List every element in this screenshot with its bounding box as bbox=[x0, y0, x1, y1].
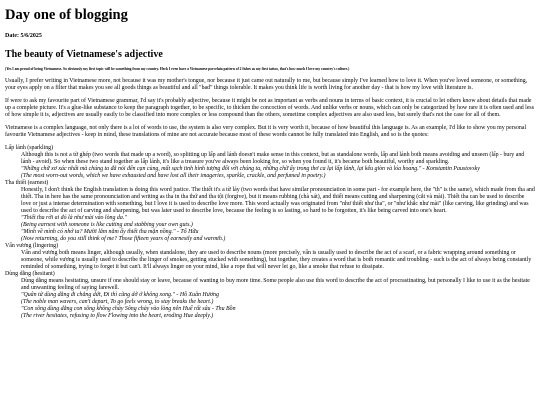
paragraph-intro: Usually, I prefer writing in Vietnamese more, not because it was my mother's tongue, nor because it just came out naturally to me, but because simply I've learned how to love it. When you've loved someone, or something, your eyes apply on a filter that makes you see all goods things as beautiful and all "bad" things tolerable. It makes you think life is worth living for another day - that is how my love with literature is. bbox=[5, 78, 528, 91]
post-date: Date: 5/6/2025 bbox=[5, 33, 42, 39]
word-entry-van-vuong bbox=[5, 243, 535, 271]
word-entry-lap-lanh bbox=[5, 145, 535, 180]
word-term: Tha thiết (earnest) bbox=[5, 180, 49, 186]
word-definition bbox=[21, 278, 535, 320]
word-definition bbox=[21, 187, 535, 243]
quote-vietnamese: "Những chữ xơ xác nhất mà chúng ta đã nói đến cạn cùng, mất sạch tinh hình tượng đối với chúng ta, những chữ ấy trong thơ ca lại lấp lánh, lại kêu giòn và lóa hoang." - Konstantin Paustovsky bbox=[21, 166, 480, 172]
quote-translation: (The most worn-out words, which we have exhausted and have lost all their imageries, sparkle, crackle, and perfumed in poetry.) bbox=[21, 173, 326, 179]
post-subtitle: The beauty of Vietnamese's adjective bbox=[5, 49, 163, 60]
quote-vietnamese: "Thiết tha rời ai đó là như mài vào lòng da." bbox=[21, 215, 127, 221]
word-term: Vấn vương (lingering) bbox=[5, 243, 59, 249]
paragraph-adjectives: If were to ask my favourite part of Vietnamese grammar, I'd say it's probably adjective, because it might be not as important as verbs and nouns in terms of basic context, it is crucial to let others know about details that made up a complete picture. It's a glue-like substance to keep the paragraph together, to be specific, to thicken the concoction of words. And unlike verbs or nouns, which can only be categorized by how rare it is often used and less of how simple it is, adjectives are usually easily to be classified into more complex or less compound than the others, sometime complex adjectives are also used less, but surely that's not the case for all of them. bbox=[5, 98, 535, 118]
quote-vietnamese: "Quân tử dùng dằng đi chẳng dứt, Đi thì cũng dở ở không xong." - Hồ Xuân Hương bbox=[21, 292, 219, 298]
paragraph-language: Vietnamese is a complex language, not only there is a lot of words to use, the system is also very complex. But it is very worth it, because of how beautiful this language is. As an example, I'd like to show you my personal favourite Vietnamese adjectives - keep in mind, these translations of mine are not accurate because most of these words cannot be fully translated into English, and so is the quotes: bbox=[5, 125, 527, 138]
quote-translation: (Being earnest with someone is like cutting and stabbing your own guts.) bbox=[21, 222, 193, 228]
word-definition bbox=[21, 250, 535, 271]
quote-translation: (The noble man wavers, can't depart, To go feels wrong, to stay breaks the heart.) bbox=[21, 299, 214, 305]
page-title: Day one of blogging bbox=[5, 7, 128, 23]
quote-translation: (Now returning, do you still think of me? Those fifteen years of earnestly and warmth.) bbox=[21, 236, 226, 242]
author-note: (Yes I am proud of being Vietnamese. So obviously my first topic will be something from my country. Heck I even have a Vietnamese porcelain pattern of 2 fishes as my first tattoo, that's how much I love my country's culture.) bbox=[5, 67, 350, 71]
word-entry-dung-dang bbox=[5, 271, 535, 320]
word-entry-tha-thiet bbox=[5, 180, 535, 243]
word-explanation: Although this is not a từ ghép (two words that made up a word), so splitting up lấp and lánh doesn't make sense in this context, but as standalone words, lấp and lánh both means avoiding and unseen (lấp - bury and lánh - avoid). So when these two stand together as lấp lánh, it's like a treasure you've always been looking for, so when you found it, it's became both beautiful, worthy and sparkling. bbox=[21, 152, 525, 165]
word-term: Dùng dằng (hesitant) bbox=[5, 271, 55, 277]
quote-vietnamese: "Con sông dùng dằng con sông không chảy Sông chảy vào lòng nên Huế rất sâu - Thu Bồn bbox=[21, 306, 236, 312]
word-explanation: Honestly, I don't think the English translation is doing this word justice. The thiết it's a từ láy (two words that have similar pronounciation in some part - for example here, the "th" is the same), which made from tha and thiết. Tha in here has the same pronounciation and writing as tha in tha thứ and tha tội (forgive), but it means rubbing (chà xát), and thiết means cutting and sharpening (cắt và mài). Thiết tha can be used to describe love or just a intense determination with something, but I love it is used to describe love more. This word actually was originated from "như thiết như tha", or "như khắc như mài" (like carving, like grinding) and was used to describe the act of carving and sharpening, but was later used to describe love, because the feeling is so lasting, so hard to be forgotten, it's like being carved into one's heart. bbox=[21, 187, 535, 214]
quote-translation: (The river hesitates, refusing to flow Flowing into the heart, eroding Hue deeply.) bbox=[21, 313, 214, 319]
word-explanation: Vấn and vương both means linger, although usually, when standalone, they are used to describe nouns (more precisely, vấn is usually used to describe the act of a scarf, or a fabric wrapping around something or someone, while vương is usually used to describe the linger of smokes, getting stucked with something), but together, they creates a word that is both romantic and troubling - such is the act of always being constantly reminded of something, trying to forget it but can't. It'll always linger on your mind, like a rope that will never let go, like a smoke that refuse to dissipate. bbox=[21, 250, 532, 270]
word-definition bbox=[21, 152, 535, 180]
word-explanation: Dùng dằng means hesitating, unsure if one should stay or leave, because of wanting to buy more time. Some people also use this word to describe the act of procrastinating, but personally I like to use it as the hesitate and unwanting feeling of saying farewell. bbox=[21, 278, 530, 291]
quote-vietnamese: "Mình về mình có nhớ ta? Mười lăm năm ấy thiết tha mặn nồng." - Tố Hữu bbox=[21, 229, 199, 235]
word-term: Lấp lánh (sparkling) bbox=[5, 145, 54, 151]
